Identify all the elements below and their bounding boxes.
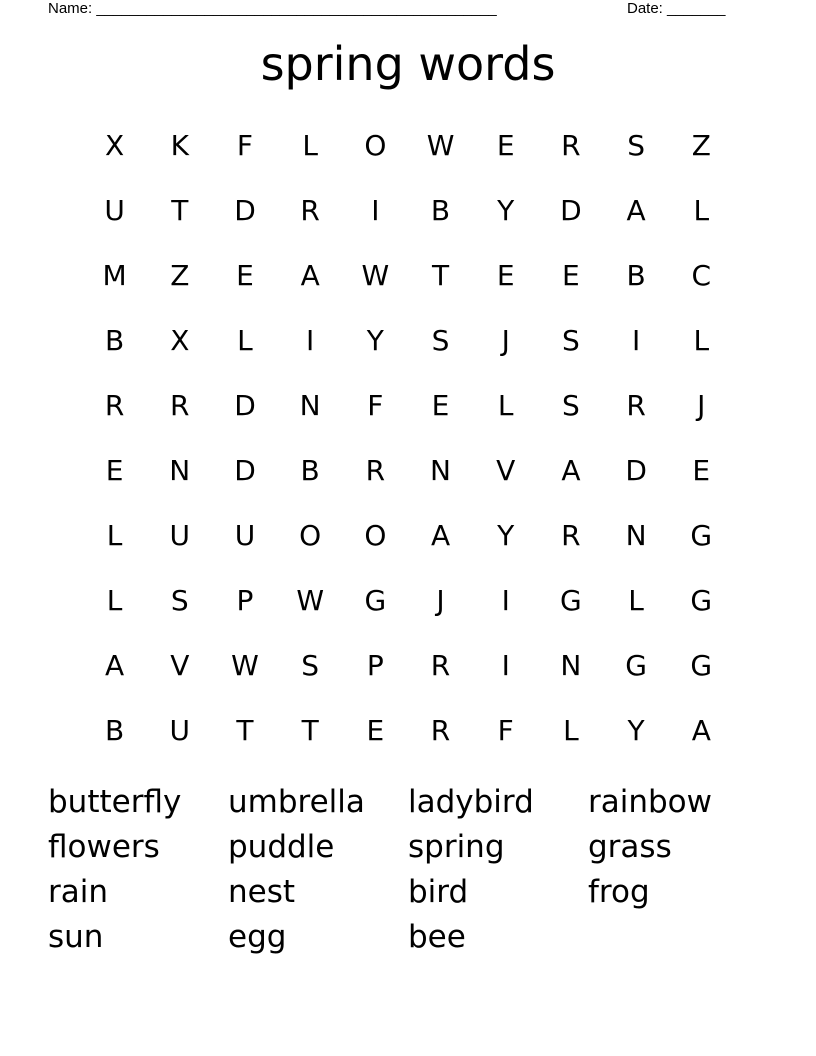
grid-letter: W (361, 259, 390, 292)
grid-letter: M (102, 259, 127, 292)
grid-letter: Y (497, 519, 515, 552)
grid-row (82, 503, 734, 568)
grid-letter: F (367, 389, 384, 422)
grid-row (82, 698, 734, 763)
grid-letter: E (366, 714, 385, 747)
name-field: Name: ________________________________________________ (48, 0, 497, 17)
letter-grid (82, 113, 734, 763)
grid-letter: U (234, 519, 256, 552)
grid-letter: Y (497, 194, 515, 227)
page-title: spring words (260, 37, 556, 91)
grid-letter: N (430, 454, 451, 487)
grid-letter: P (366, 649, 384, 682)
grid-letter: R (300, 194, 320, 227)
grid-letter: I (501, 649, 510, 682)
grid-letter: V (170, 649, 190, 682)
grid-letter: E (692, 454, 711, 487)
grid-letter: V (496, 454, 516, 487)
grid-letter: R (430, 649, 451, 682)
grid-letter: I (371, 194, 380, 227)
grid-letter: E (496, 259, 515, 292)
grid-letter: Y (366, 324, 384, 357)
word-list-item: spring (408, 829, 505, 865)
grid-letter: E (431, 389, 450, 422)
grid-letter: N (560, 649, 582, 682)
word-list-item: flowers (48, 829, 160, 865)
grid-letter: R (561, 129, 581, 162)
grid-letter: U (169, 714, 191, 747)
word-list-item: sun (48, 919, 104, 955)
grid-letter: L (563, 714, 579, 747)
grid-row (82, 568, 734, 633)
grid-letter: A (561, 454, 581, 487)
word-list-item: puddle (228, 829, 335, 865)
grid-letter: A (691, 714, 711, 747)
word-list-item: bird (408, 874, 469, 910)
grid-letter: D (234, 389, 256, 422)
word-list-item: rain (48, 874, 109, 910)
grid-letter: D (234, 194, 256, 227)
grid-letter: R (561, 519, 581, 552)
grid-row (82, 438, 734, 503)
word-list (48, 780, 768, 960)
grid-letter: T (301, 714, 319, 747)
grid-row (82, 243, 734, 308)
grid-letter: R (430, 714, 451, 747)
grid-letter: O (299, 519, 322, 552)
grid-letter: S (431, 324, 450, 357)
grid-letter: I (631, 324, 641, 357)
grid-letter: G (690, 649, 713, 682)
grid-letter: G (625, 649, 647, 682)
grid-letter: L (497, 389, 514, 422)
date-field: Date: _______ (627, 0, 726, 17)
grid-letter: G (364, 584, 387, 617)
grid-letter: D (560, 194, 582, 227)
grid-letter: B (626, 259, 646, 292)
word-list-item: nest (228, 874, 296, 910)
grid-letter: L (106, 584, 123, 617)
grid-letter: N (169, 454, 191, 487)
word-list-item: ladybird (408, 784, 534, 820)
grid-letter: S (562, 389, 580, 422)
grid-letter: Z (691, 129, 711, 162)
grid-letter: K (170, 129, 189, 162)
grid-letter: G (690, 584, 713, 617)
grid-letter: J (501, 324, 510, 357)
grid-letter: B (104, 714, 125, 747)
grid-letter: N (299, 389, 321, 422)
grid-letter: S (627, 129, 645, 162)
grid-letter: F (236, 129, 254, 162)
grid-letter: O (364, 129, 387, 162)
grid-letter: G (690, 519, 713, 552)
grid-letter: W (296, 584, 324, 617)
grid-letter: G (560, 584, 582, 617)
grid-letter: B (104, 324, 125, 357)
word-list-item: butterfly (48, 784, 182, 820)
grid-letter: S (301, 649, 320, 682)
grid-letter: R (365, 454, 386, 487)
grid-letter: T (171, 194, 189, 227)
grid-letter: Z (170, 259, 190, 292)
grid-row (82, 633, 734, 698)
grid-letter: S (170, 584, 189, 617)
word-list-item: umbrella (228, 784, 365, 820)
grid-letter: X (105, 129, 125, 162)
grid-letter: F (497, 714, 514, 747)
word-list-item: frog (588, 874, 650, 910)
grid-letter: E (105, 454, 124, 487)
grid-letter: L (628, 584, 644, 617)
grid-letter: Y (627, 714, 645, 747)
grid-letter: R (104, 389, 125, 422)
grid-letter: P (236, 584, 254, 617)
grid-letter: T (236, 714, 254, 747)
word-list-item: rainbow (588, 784, 712, 820)
grid-letter: S (562, 324, 580, 357)
grid-letter: E (496, 129, 515, 162)
grid-letter: A (430, 519, 451, 552)
grid-row (82, 373, 734, 438)
grid-letter: D (234, 454, 256, 487)
grid-row (82, 308, 734, 373)
grid-letter: A (300, 259, 320, 292)
grid-letter: A (105, 649, 125, 682)
grid-letter: X (170, 324, 190, 357)
grid-letter: L (693, 194, 710, 227)
grid-letter: E (562, 259, 580, 292)
grid-letter: U (169, 519, 191, 552)
grid-letter: I (306, 324, 315, 357)
header (48, 0, 748, 20)
grid-letter: I (501, 584, 510, 617)
grid-letter: W (426, 129, 455, 162)
grid-letter: E (236, 259, 254, 292)
grid-row (82, 178, 734, 243)
word-list-item: bee (408, 919, 466, 955)
grid-letter: L (693, 324, 710, 357)
grid-letter: J (436, 584, 445, 617)
grid-letter: B (300, 454, 320, 487)
word-list-item: grass (588, 829, 672, 865)
grid-letter: C (691, 259, 712, 292)
grid-letter: L (237, 324, 253, 357)
grid-letter: B (430, 194, 451, 227)
grid-letter: R (626, 389, 646, 422)
grid-letter: N (625, 519, 647, 552)
word-list-item: egg (228, 919, 287, 955)
grid-letter: U (104, 194, 125, 227)
grid-letter: A (626, 194, 646, 227)
grid-letter: L (302, 129, 318, 162)
grid-letter: W (231, 649, 259, 682)
grid-letter: R (170, 389, 190, 422)
grid-letter: O (364, 519, 387, 552)
grid-row (82, 113, 734, 178)
grid-letter: J (697, 389, 706, 422)
grid-letter: T (431, 259, 450, 292)
grid-letter: L (106, 519, 123, 552)
grid-letter: D (625, 454, 647, 487)
